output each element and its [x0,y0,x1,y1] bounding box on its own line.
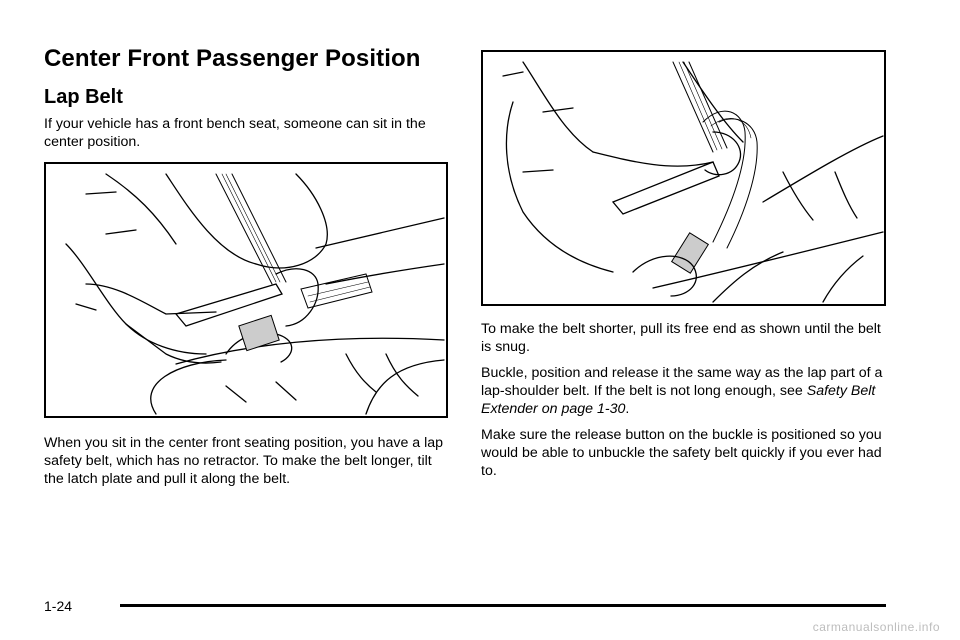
shorten-belt-paragraph: To make the belt shorter, pull its free end as shown until the belt is snug. [481,321,881,355]
section-title: Center Front Passenger Position [44,45,421,72]
right-column [481,50,886,480]
extender-reference-link[interactable]: Safety Belt Extender on page 1-30 [481,383,876,417]
release-button-paragraph: Make sure the release button on the buckle is positioned so you would be able to unbuckle the safety belt quickly if you ever had to. [481,427,882,479]
buckle-paragraph [481,364,886,418]
lap-belt-paragraph: When you sit in the center front seating position, you have a lap safety belt, which has no retractor. To make the belt longer, tilt the latch plate and pull it along the belt. [44,435,444,487]
subsection-title: Lap Belt [44,86,123,108]
buckle-paragraph-end: . [625,401,630,417]
page-number: 1-24 [44,598,73,614]
lap-belt-tighten-illustration [481,50,886,306]
lap-belt-lengthen-illustration [44,162,448,418]
buckle-paragraph-text: Buckle, position and release it the same way as the lap part of a lap-shoulder belt. If the belt is not long enough, see [481,365,883,399]
footer-rule [120,604,886,607]
intro-paragraph: If your vehicle has a front bench seat, someone can sit in the center position. [44,116,426,150]
watermark: carmanualsonline.info [812,620,940,634]
left-column [44,44,448,488]
